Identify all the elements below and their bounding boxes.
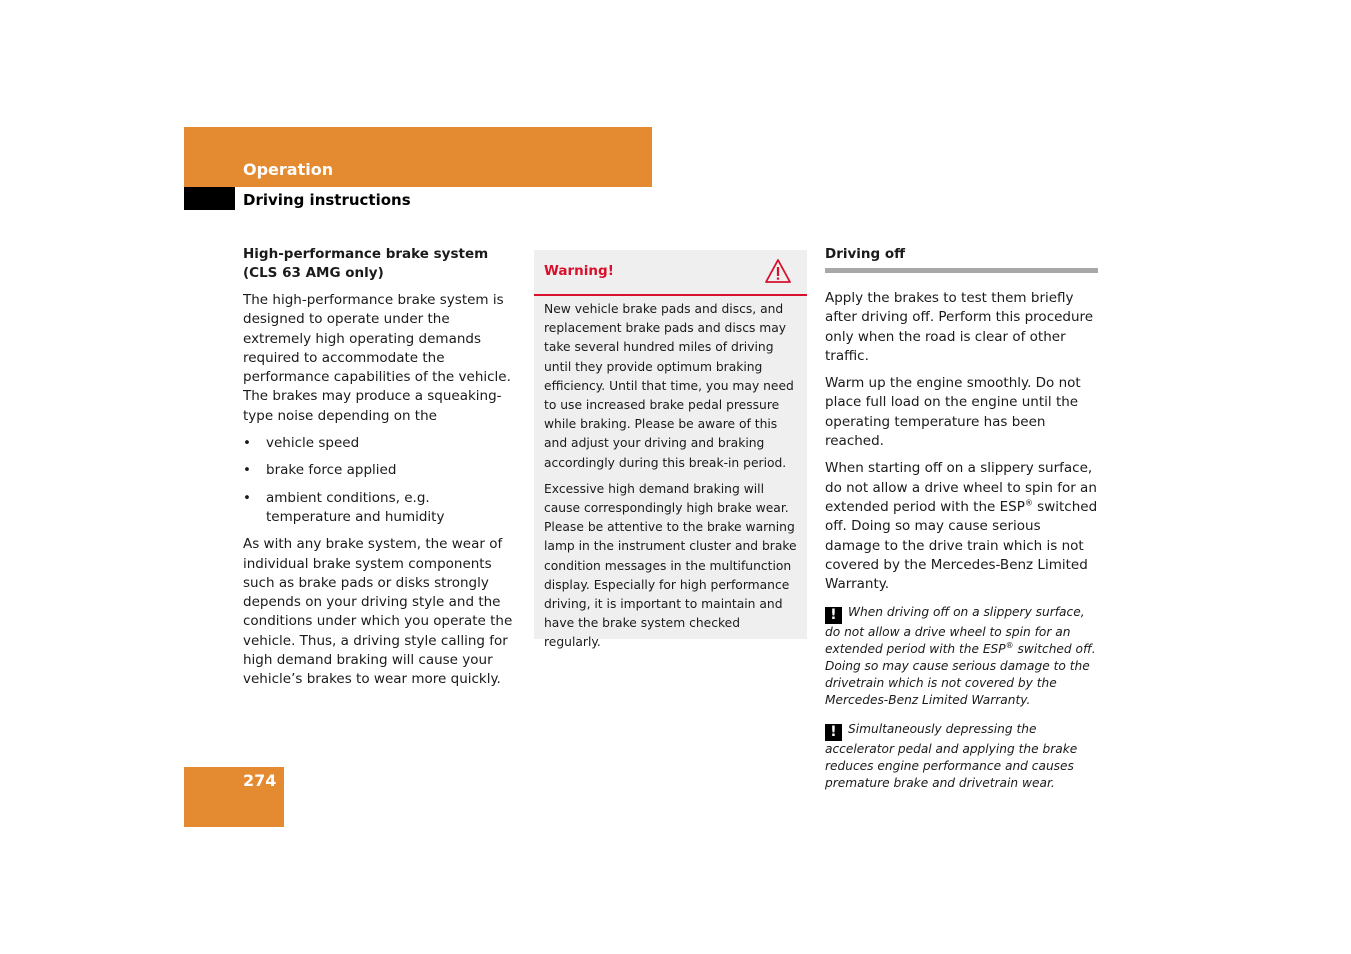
- warning-box: [534, 250, 807, 650]
- driving-off-paragraph: Warm up the engine smoothly. Do not place full load on the engine until the operating temperature has been reached.: [825, 375, 1081, 450]
- list-item: • brake force applied: [243, 461, 518, 480]
- warning-body: [534, 296, 807, 653]
- warning-triangle-icon: [764, 258, 792, 284]
- brake-system-heading: High-performance brake system (CLS 63 AMG only): [243, 246, 489, 281]
- heading-rule: [825, 268, 1098, 273]
- list-item: • ambient conditions, e.g. temperature and humidity: [243, 489, 518, 528]
- section-title: Operation: [243, 160, 334, 179]
- exclamation-icon: !: [825, 607, 842, 624]
- page-number: 274: [243, 771, 277, 790]
- note-slippery-surface: ! When driving off on a slippery surface, do not allow a drive wheel to spin for an extended period with the ESP® switched off. Doing so may cause serious damage to the drivetrain which is not covered by the Mercedes-Benz Limited Warranty.: [825, 605, 1096, 708]
- warning-header: [534, 250, 807, 296]
- driving-off-paragraph: When starting off on a slippery surface, do not allow a drive wheel to spin for an extended period with the ESP® switched off. Doing so may cause serious damage to the drive train which is not covered by the Mercedes-Benz Limited Warranty.: [825, 460, 1098, 593]
- noise-factor-list: [243, 434, 518, 527]
- driving-off-paragraph: Apply the brakes to test them briefly after driving off. Perform this procedure only when the road is clear of other traffic.: [825, 290, 1094, 364]
- warning-paragraph: New vehicle brake pads and discs, and replacement brake pads and discs may take several hundred miles of driving until they provide optimum braking efficiency. Until that time, you may need to use increased brake pedal pressure while braking. Please be aware of this and adjust your driving and braking accordingly during this break-in period.: [544, 302, 794, 470]
- brake-wear-paragraph: As with any brake system, the wear of individual brake system components such as brake pads or disks strongly depends on your driving style and the conditions under which you operate the vehicle. Thus, a driving style calling for high demand braking will cause your vehicle’s brakes to wear more quickly.: [243, 536, 513, 688]
- column-brake-system: [243, 245, 518, 698]
- driving-off-heading: Driving off: [825, 246, 906, 262]
- note-accelerator-brake: ! Simultaneously depressing the accelerator pedal and applying the brake reduces engine performance and causes premature brake and drivetrain wear.: [825, 722, 1078, 791]
- list-item: • vehicle speed: [243, 434, 518, 453]
- warning-paragraph: Excessive high demand braking will cause correspondingly high brake wear. Please be attentive to the brake warning lamp in the instrument cluster and brake condition messages in the multifunction display. Especially for high performance driving, it is important to maintain and have the brake system checked regularly.: [544, 481, 797, 650]
- exclamation-icon: !: [825, 724, 842, 741]
- subsection-title: Driving instructions: [243, 191, 411, 209]
- column-driving-off: [825, 245, 1100, 804]
- brake-system-paragraph: The high-performance brake system is designed to operate under the extremely high operating demands required to accommodate the performance capabilities of the vehicle. The brakes may produce a squeaking-type noise depending on the: [243, 292, 511, 424]
- section-marker: [184, 187, 235, 210]
- warning-title: Warning!: [544, 263, 614, 279]
